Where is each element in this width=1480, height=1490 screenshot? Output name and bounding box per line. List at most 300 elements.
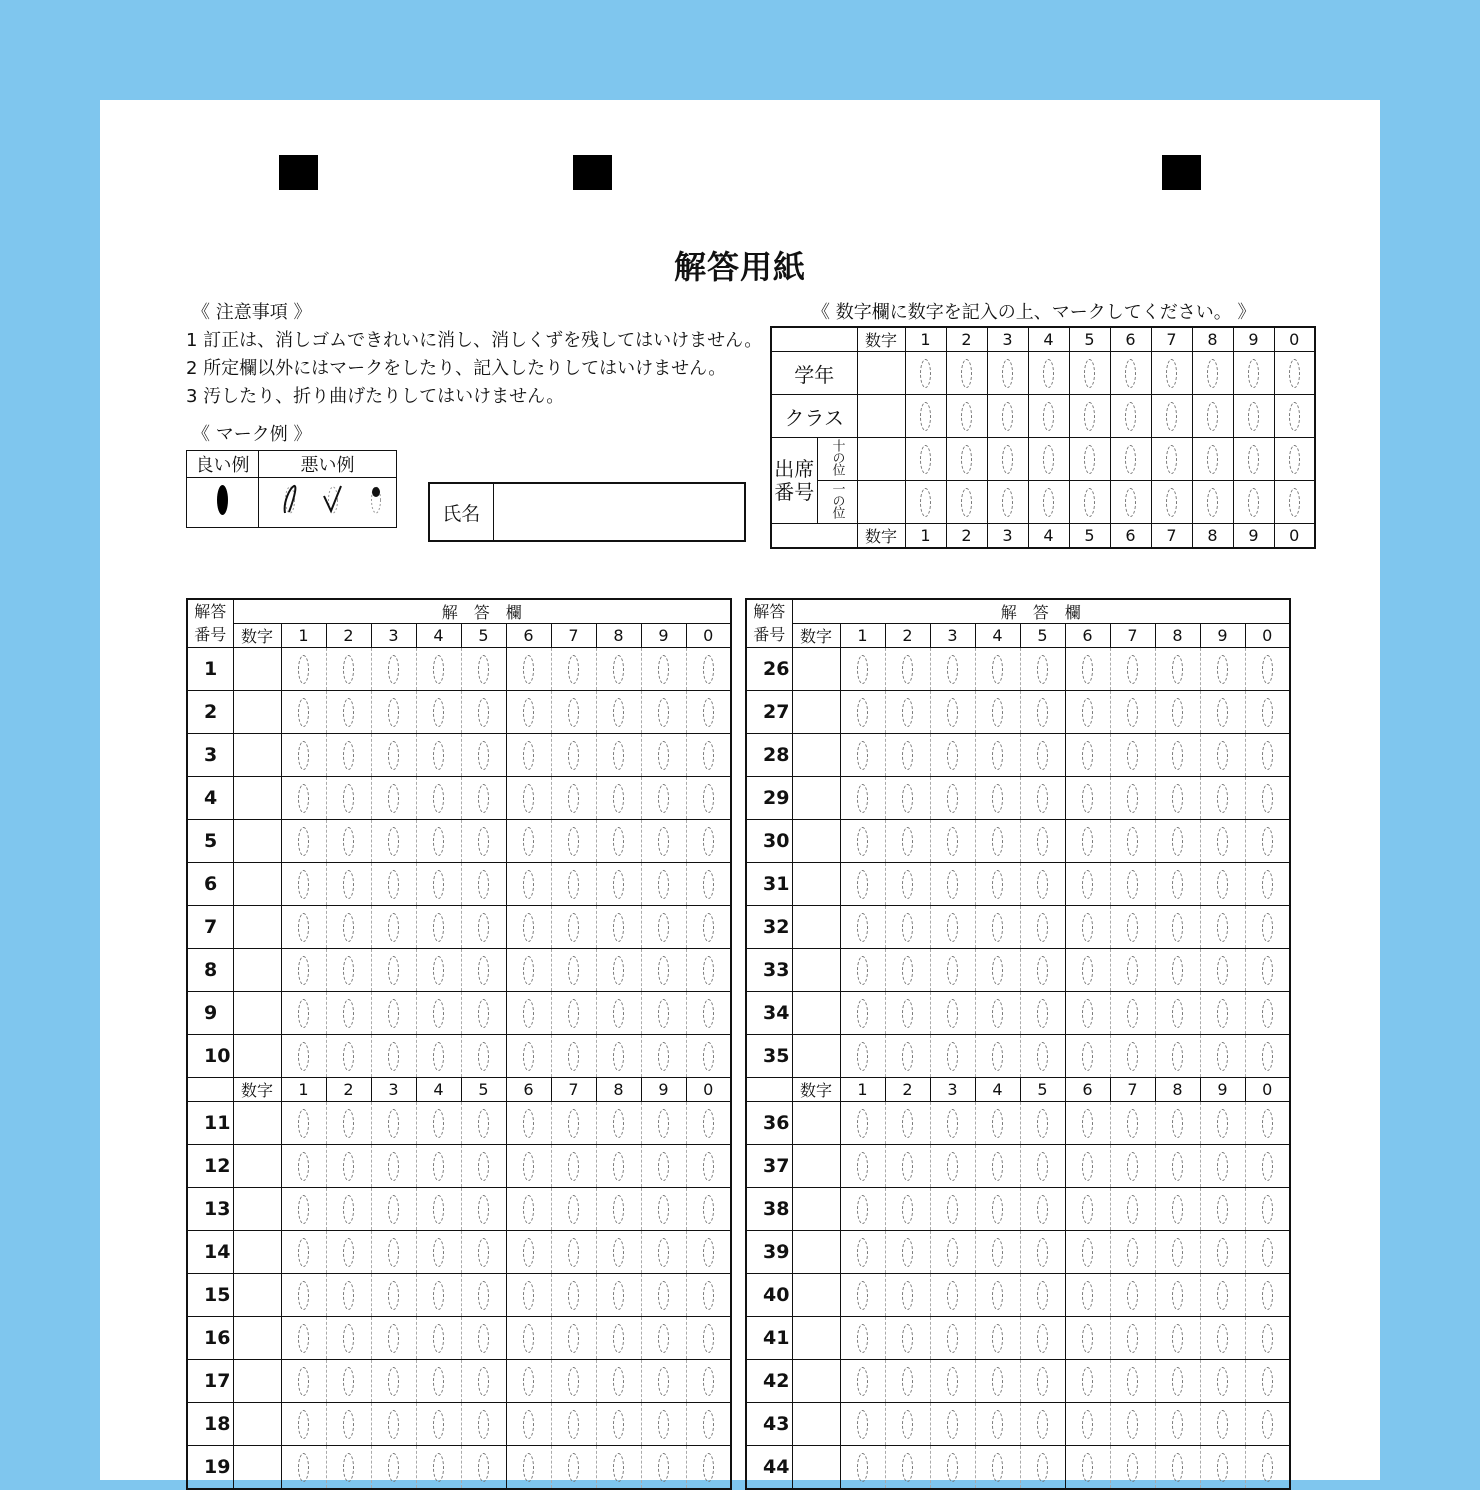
class-write-in[interactable] (857, 395, 905, 438)
answer-bubble[interactable] (1245, 1231, 1290, 1274)
answer-write-in[interactable] (233, 1145, 281, 1188)
answer-bubble[interactable] (641, 820, 686, 863)
answer-bubble[interactable] (371, 820, 416, 863)
answer-write-in[interactable] (792, 906, 840, 949)
answer-bubble[interactable] (1245, 906, 1290, 949)
answer-bubble[interactable] (596, 1317, 641, 1360)
answer-bubble[interactable] (1155, 949, 1200, 992)
answer-bubble[interactable] (930, 906, 975, 949)
bubble[interactable] (1274, 395, 1315, 438)
answer-bubble[interactable] (885, 992, 930, 1035)
answer-bubble[interactable] (1065, 1231, 1110, 1274)
answer-bubble[interactable] (885, 949, 930, 992)
answer-write-in[interactable] (233, 992, 281, 1035)
answer-bubble[interactable] (1200, 1145, 1245, 1188)
answer-bubble[interactable] (1245, 949, 1290, 992)
answer-bubble[interactable] (1110, 949, 1155, 992)
bubble[interactable] (1233, 481, 1274, 524)
answer-bubble[interactable] (461, 691, 506, 734)
answer-bubble[interactable] (840, 820, 885, 863)
bubble[interactable] (1110, 481, 1151, 524)
bubble[interactable] (1110, 352, 1151, 395)
answer-bubble[interactable] (840, 1231, 885, 1274)
answer-bubble[interactable] (506, 1231, 551, 1274)
bubble[interactable] (1028, 352, 1069, 395)
answer-bubble[interactable] (551, 906, 596, 949)
answer-bubble[interactable] (416, 648, 461, 691)
answer-bubble[interactable] (416, 863, 461, 906)
bubble[interactable] (946, 395, 987, 438)
answer-bubble[interactable] (1065, 777, 1110, 820)
answer-bubble[interactable] (686, 1317, 731, 1360)
answer-bubble[interactable] (371, 1231, 416, 1274)
answer-bubble[interactable] (281, 691, 326, 734)
answer-bubble[interactable] (930, 1274, 975, 1317)
name-field[interactable] (493, 483, 745, 541)
answer-bubble[interactable] (1065, 863, 1110, 906)
answer-bubble[interactable] (1110, 992, 1155, 1035)
answer-bubble[interactable] (1200, 734, 1245, 777)
answer-bubble[interactable] (840, 648, 885, 691)
answer-bubble[interactable] (326, 691, 371, 734)
answer-bubble[interactable] (641, 734, 686, 777)
answer-bubble[interactable] (686, 734, 731, 777)
answer-bubble[interactable] (281, 820, 326, 863)
answer-bubble[interactable] (371, 949, 416, 992)
answer-bubble[interactable] (506, 691, 551, 734)
answer-bubble[interactable] (641, 777, 686, 820)
answer-bubble[interactable] (1200, 1102, 1245, 1145)
answer-bubble[interactable] (461, 1446, 506, 1490)
answer-bubble[interactable] (371, 648, 416, 691)
answer-bubble[interactable] (326, 648, 371, 691)
answer-bubble[interactable] (885, 1145, 930, 1188)
answer-bubble[interactable] (975, 734, 1020, 777)
bubble[interactable] (1028, 438, 1069, 481)
answer-bubble[interactable] (686, 777, 731, 820)
answer-write-in[interactable] (792, 1274, 840, 1317)
answer-bubble[interactable] (371, 992, 416, 1035)
bubble[interactable] (1069, 352, 1110, 395)
bubble[interactable] (1151, 481, 1192, 524)
ones-write-in[interactable] (857, 481, 905, 524)
answer-bubble[interactable] (461, 1360, 506, 1403)
answer-bubble[interactable] (1155, 1274, 1200, 1317)
answer-bubble[interactable] (930, 691, 975, 734)
answer-bubble[interactable] (930, 992, 975, 1035)
answer-bubble[interactable] (1065, 906, 1110, 949)
answer-bubble[interactable] (1065, 1274, 1110, 1317)
answer-bubble[interactable] (975, 691, 1020, 734)
answer-bubble[interactable] (281, 1145, 326, 1188)
answer-bubble[interactable] (840, 863, 885, 906)
answer-bubble[interactable] (461, 1317, 506, 1360)
answer-bubble[interactable] (840, 1317, 885, 1360)
answer-bubble[interactable] (930, 734, 975, 777)
answer-bubble[interactable] (506, 1317, 551, 1360)
answer-bubble[interactable] (326, 734, 371, 777)
answer-bubble[interactable] (506, 1188, 551, 1231)
answer-bubble[interactable] (1020, 906, 1065, 949)
answer-bubble[interactable] (596, 691, 641, 734)
answer-bubble[interactable] (551, 1145, 596, 1188)
answer-bubble[interactable] (416, 1274, 461, 1317)
bubble[interactable] (1233, 395, 1274, 438)
answer-bubble[interactable] (1200, 949, 1245, 992)
bubble[interactable] (946, 481, 987, 524)
answer-bubble[interactable] (461, 734, 506, 777)
answer-bubble[interactable] (641, 1403, 686, 1446)
bubble[interactable] (1192, 481, 1233, 524)
answer-bubble[interactable] (1110, 1446, 1155, 1490)
answer-bubble[interactable] (596, 992, 641, 1035)
answer-bubble[interactable] (686, 1035, 731, 1078)
answer-bubble[interactable] (506, 863, 551, 906)
answer-bubble[interactable] (975, 1317, 1020, 1360)
answer-bubble[interactable] (1245, 1317, 1290, 1360)
answer-write-in[interactable] (792, 1035, 840, 1078)
answer-bubble[interactable] (885, 906, 930, 949)
answer-bubble[interactable] (930, 1317, 975, 1360)
answer-bubble[interactable] (885, 1231, 930, 1274)
answer-bubble[interactable] (1155, 648, 1200, 691)
answer-bubble[interactable] (416, 691, 461, 734)
answer-bubble[interactable] (975, 1188, 1020, 1231)
answer-bubble[interactable] (371, 1403, 416, 1446)
answer-write-in[interactable] (233, 1231, 281, 1274)
answer-bubble[interactable] (281, 863, 326, 906)
answer-bubble[interactable] (1245, 691, 1290, 734)
answer-bubble[interactable] (840, 734, 885, 777)
answer-bubble[interactable] (506, 1274, 551, 1317)
answer-bubble[interactable] (281, 734, 326, 777)
answer-bubble[interactable] (975, 992, 1020, 1035)
bubble[interactable] (1233, 438, 1274, 481)
answer-bubble[interactable] (885, 1403, 930, 1446)
answer-bubble[interactable] (1020, 777, 1065, 820)
answer-bubble[interactable] (1065, 992, 1110, 1035)
answer-bubble[interactable] (1110, 691, 1155, 734)
answer-bubble[interactable] (1245, 1446, 1290, 1490)
answer-bubble[interactable] (461, 1035, 506, 1078)
bubble[interactable] (1151, 395, 1192, 438)
answer-write-in[interactable] (792, 949, 840, 992)
answer-bubble[interactable] (1065, 1102, 1110, 1145)
answer-bubble[interactable] (416, 1035, 461, 1078)
answer-bubble[interactable] (596, 1446, 641, 1490)
answer-bubble[interactable] (326, 777, 371, 820)
answer-bubble[interactable] (596, 734, 641, 777)
answer-bubble[interactable] (1020, 992, 1065, 1035)
answer-bubble[interactable] (930, 1231, 975, 1274)
answer-bubble[interactable] (641, 1145, 686, 1188)
answer-bubble[interactable] (551, 1446, 596, 1490)
answer-bubble[interactable] (1200, 1035, 1245, 1078)
answer-bubble[interactable] (1200, 1446, 1245, 1490)
answer-bubble[interactable] (686, 1403, 731, 1446)
bubble[interactable] (1274, 438, 1315, 481)
answer-bubble[interactable] (416, 1188, 461, 1231)
bubble[interactable] (946, 438, 987, 481)
bubble[interactable] (987, 438, 1028, 481)
answer-bubble[interactable] (1020, 1274, 1065, 1317)
answer-bubble[interactable] (641, 1360, 686, 1403)
answer-bubble[interactable] (326, 1446, 371, 1490)
answer-bubble[interactable] (930, 1403, 975, 1446)
answer-bubble[interactable] (506, 1446, 551, 1490)
answer-write-in[interactable] (792, 734, 840, 777)
answer-bubble[interactable] (461, 1403, 506, 1446)
bubble[interactable] (1028, 481, 1069, 524)
answer-write-in[interactable] (792, 1360, 840, 1403)
answer-bubble[interactable] (416, 1231, 461, 1274)
answer-bubble[interactable] (551, 1360, 596, 1403)
answer-bubble[interactable] (975, 863, 1020, 906)
answer-bubble[interactable] (1155, 777, 1200, 820)
answer-bubble[interactable] (930, 777, 975, 820)
answer-bubble[interactable] (416, 1317, 461, 1360)
answer-bubble[interactable] (975, 949, 1020, 992)
answer-bubble[interactable] (975, 1403, 1020, 1446)
answer-bubble[interactable] (1065, 1035, 1110, 1078)
answer-bubble[interactable] (1110, 1360, 1155, 1403)
answer-bubble[interactable] (885, 863, 930, 906)
answer-bubble[interactable] (686, 906, 731, 949)
answer-bubble[interactable] (1155, 1035, 1200, 1078)
answer-bubble[interactable] (596, 820, 641, 863)
answer-bubble[interactable] (461, 863, 506, 906)
answer-bubble[interactable] (975, 1231, 1020, 1274)
answer-bubble[interactable] (596, 1403, 641, 1446)
answer-bubble[interactable] (1200, 820, 1245, 863)
answer-bubble[interactable] (506, 949, 551, 992)
answer-bubble[interactable] (1020, 1446, 1065, 1490)
answer-bubble[interactable] (461, 1145, 506, 1188)
answer-bubble[interactable] (596, 1360, 641, 1403)
answer-bubble[interactable] (326, 863, 371, 906)
answer-bubble[interactable] (281, 1360, 326, 1403)
answer-bubble[interactable] (1020, 863, 1065, 906)
answer-bubble[interactable] (416, 1403, 461, 1446)
answer-bubble[interactable] (1020, 691, 1065, 734)
answer-write-in[interactable] (233, 648, 281, 691)
answer-bubble[interactable] (596, 906, 641, 949)
answer-write-in[interactable] (792, 1317, 840, 1360)
answer-bubble[interactable] (1200, 992, 1245, 1035)
answer-bubble[interactable] (281, 949, 326, 992)
answer-bubble[interactable] (596, 1188, 641, 1231)
answer-bubble[interactable] (371, 777, 416, 820)
bubble[interactable] (1151, 352, 1192, 395)
answer-bubble[interactable] (1110, 820, 1155, 863)
answer-bubble[interactable] (840, 992, 885, 1035)
answer-bubble[interactable] (1065, 949, 1110, 992)
answer-bubble[interactable] (930, 648, 975, 691)
answer-bubble[interactable] (1020, 1102, 1065, 1145)
answer-bubble[interactable] (1110, 1317, 1155, 1360)
answer-bubble[interactable] (416, 777, 461, 820)
answer-bubble[interactable] (1155, 1188, 1200, 1231)
answer-bubble[interactable] (975, 648, 1020, 691)
answer-bubble[interactable] (641, 992, 686, 1035)
answer-bubble[interactable] (551, 863, 596, 906)
answer-bubble[interactable] (551, 949, 596, 992)
answer-bubble[interactable] (975, 1274, 1020, 1317)
answer-bubble[interactable] (1200, 777, 1245, 820)
answer-bubble[interactable] (641, 1274, 686, 1317)
answer-bubble[interactable] (1200, 1317, 1245, 1360)
bubble[interactable] (1028, 395, 1069, 438)
answer-bubble[interactable] (1200, 1231, 1245, 1274)
answer-bubble[interactable] (506, 1145, 551, 1188)
answer-write-in[interactable] (233, 820, 281, 863)
answer-bubble[interactable] (686, 820, 731, 863)
answer-bubble[interactable] (461, 1102, 506, 1145)
answer-bubble[interactable] (281, 1035, 326, 1078)
answer-bubble[interactable] (1245, 1403, 1290, 1446)
answer-bubble[interactable] (1110, 906, 1155, 949)
answer-write-in[interactable] (792, 1446, 840, 1490)
answer-bubble[interactable] (641, 906, 686, 949)
answer-write-in[interactable] (233, 1035, 281, 1078)
answer-bubble[interactable] (885, 648, 930, 691)
answer-bubble[interactable] (326, 1317, 371, 1360)
answer-bubble[interactable] (1110, 1188, 1155, 1231)
answer-bubble[interactable] (506, 820, 551, 863)
answer-bubble[interactable] (1110, 1145, 1155, 1188)
answer-bubble[interactable] (1245, 648, 1290, 691)
answer-bubble[interactable] (371, 1102, 416, 1145)
answer-bubble[interactable] (551, 691, 596, 734)
answer-write-in[interactable] (792, 1231, 840, 1274)
answer-write-in[interactable] (233, 1360, 281, 1403)
answer-bubble[interactable] (281, 1188, 326, 1231)
answer-bubble[interactable] (1155, 691, 1200, 734)
answer-bubble[interactable] (326, 1035, 371, 1078)
answer-bubble[interactable] (930, 1102, 975, 1145)
answer-bubble[interactable] (551, 648, 596, 691)
answer-bubble[interactable] (371, 1274, 416, 1317)
answer-bubble[interactable] (1110, 777, 1155, 820)
answer-bubble[interactable] (1155, 1145, 1200, 1188)
answer-bubble[interactable] (686, 992, 731, 1035)
answer-bubble[interactable] (885, 1188, 930, 1231)
answer-bubble[interactable] (1200, 863, 1245, 906)
answer-bubble[interactable] (326, 1188, 371, 1231)
answer-write-in[interactable] (233, 863, 281, 906)
bubble[interactable] (987, 481, 1028, 524)
answer-bubble[interactable] (1020, 1403, 1065, 1446)
answer-bubble[interactable] (416, 1102, 461, 1145)
answer-bubble[interactable] (885, 1274, 930, 1317)
answer-bubble[interactable] (416, 820, 461, 863)
answer-bubble[interactable] (1200, 1274, 1245, 1317)
answer-bubble[interactable] (281, 777, 326, 820)
answer-bubble[interactable] (1245, 1145, 1290, 1188)
answer-bubble[interactable] (1065, 1403, 1110, 1446)
answer-bubble[interactable] (686, 1145, 731, 1188)
answer-bubble[interactable] (326, 1274, 371, 1317)
answer-bubble[interactable] (1110, 734, 1155, 777)
answer-bubble[interactable] (840, 949, 885, 992)
answer-bubble[interactable] (1110, 1403, 1155, 1446)
bubble[interactable] (987, 395, 1028, 438)
answer-bubble[interactable] (975, 1102, 1020, 1145)
answer-write-in[interactable] (233, 734, 281, 777)
answer-bubble[interactable] (641, 949, 686, 992)
answer-write-in[interactable] (233, 777, 281, 820)
answer-bubble[interactable] (1200, 1403, 1245, 1446)
answer-bubble[interactable] (840, 1274, 885, 1317)
tens-write-in[interactable] (857, 438, 905, 481)
answer-bubble[interactable] (885, 1317, 930, 1360)
answer-bubble[interactable] (1200, 691, 1245, 734)
answer-bubble[interactable] (371, 734, 416, 777)
answer-bubble[interactable] (371, 1360, 416, 1403)
answer-bubble[interactable] (416, 1145, 461, 1188)
answer-bubble[interactable] (686, 1231, 731, 1274)
answer-bubble[interactable] (326, 820, 371, 863)
answer-bubble[interactable] (1065, 820, 1110, 863)
answer-bubble[interactable] (930, 1035, 975, 1078)
answer-bubble[interactable] (1110, 863, 1155, 906)
answer-bubble[interactable] (551, 1403, 596, 1446)
answer-bubble[interactable] (371, 1145, 416, 1188)
answer-bubble[interactable] (975, 906, 1020, 949)
answer-bubble[interactable] (281, 1231, 326, 1274)
answer-bubble[interactable] (1245, 863, 1290, 906)
answer-bubble[interactable] (641, 691, 686, 734)
answer-bubble[interactable] (416, 949, 461, 992)
bubble[interactable] (1192, 438, 1233, 481)
bubble[interactable] (946, 352, 987, 395)
answer-write-in[interactable] (792, 648, 840, 691)
answer-write-in[interactable] (233, 1403, 281, 1446)
bubble[interactable] (1069, 438, 1110, 481)
answer-bubble[interactable] (416, 1446, 461, 1490)
bubble[interactable] (1274, 481, 1315, 524)
answer-bubble[interactable] (1155, 992, 1200, 1035)
bubble[interactable] (1192, 395, 1233, 438)
answer-bubble[interactable] (840, 777, 885, 820)
answer-write-in[interactable] (792, 1102, 840, 1145)
answer-bubble[interactable] (1245, 1274, 1290, 1317)
answer-bubble[interactable] (461, 820, 506, 863)
answer-bubble[interactable] (596, 863, 641, 906)
answer-bubble[interactable] (1200, 648, 1245, 691)
answer-write-in[interactable] (233, 1188, 281, 1231)
answer-write-in[interactable] (792, 820, 840, 863)
answer-bubble[interactable] (596, 1231, 641, 1274)
answer-bubble[interactable] (840, 1446, 885, 1490)
answer-bubble[interactable] (840, 1145, 885, 1188)
answer-bubble[interactable] (1020, 1035, 1065, 1078)
answer-write-in[interactable] (233, 949, 281, 992)
answer-bubble[interactable] (461, 906, 506, 949)
answer-bubble[interactable] (930, 1360, 975, 1403)
answer-bubble[interactable] (371, 1035, 416, 1078)
answer-write-in[interactable] (792, 992, 840, 1035)
answer-write-in[interactable] (233, 691, 281, 734)
bubble[interactable] (1110, 395, 1151, 438)
answer-bubble[interactable] (641, 1102, 686, 1145)
answer-bubble[interactable] (885, 1035, 930, 1078)
answer-bubble[interactable] (1065, 691, 1110, 734)
answer-bubble[interactable] (641, 1317, 686, 1360)
answer-write-in[interactable] (792, 1145, 840, 1188)
answer-write-in[interactable] (792, 1403, 840, 1446)
answer-bubble[interactable] (885, 777, 930, 820)
